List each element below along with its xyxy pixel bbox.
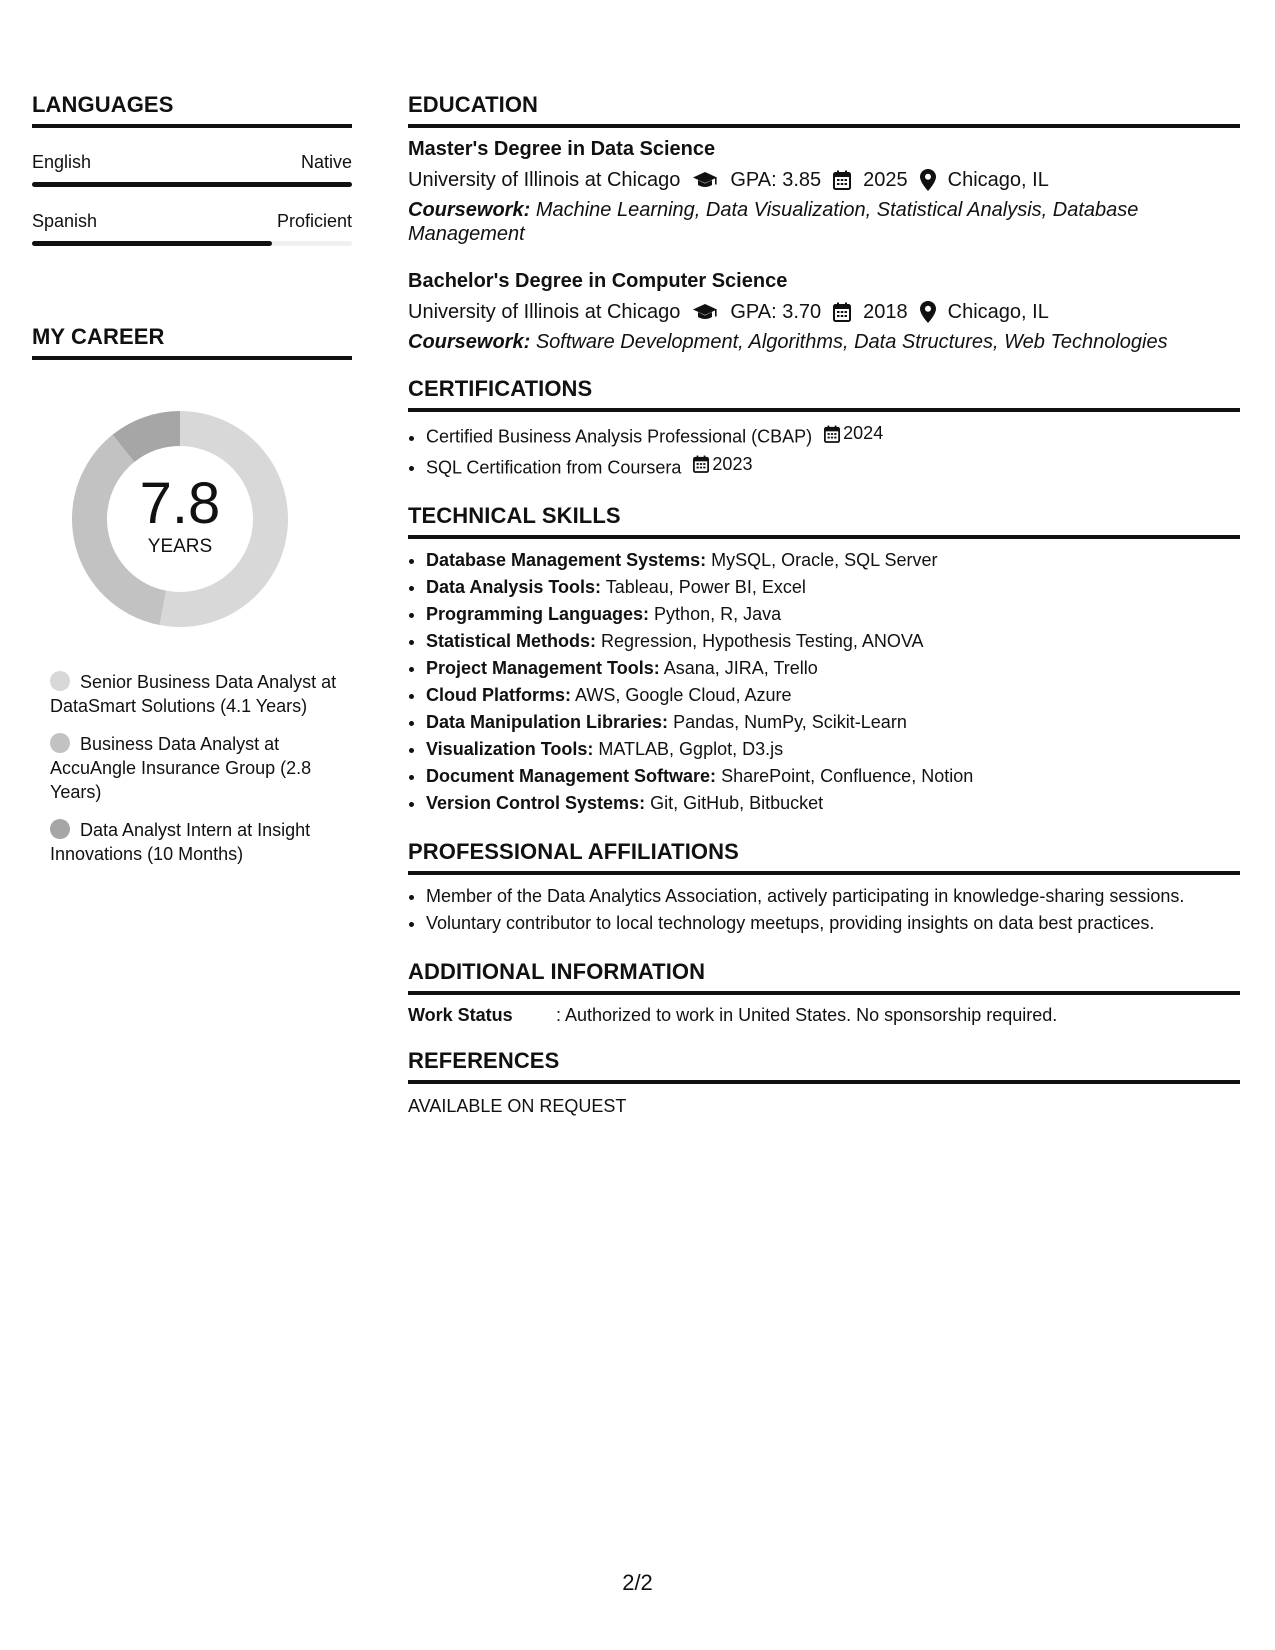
- skill-item: [426, 709, 1240, 736]
- graduation-year: 2025: [863, 169, 908, 191]
- certification-date: [693, 451, 752, 478]
- calendar-icon: [824, 425, 840, 443]
- career-total-unit: YEARS: [147, 536, 213, 557]
- languages-title: LANGUAGES: [32, 92, 352, 128]
- degree-title: Master's Degree in Data Science: [408, 138, 716, 160]
- language-name: English: [32, 152, 92, 172]
- school-name: University of Illinois at Chicago: [408, 169, 681, 191]
- skill-item: [426, 736, 1240, 763]
- right-column: [408, 92, 1240, 1117]
- education-entry: [408, 136, 1240, 246]
- language-row: [32, 152, 352, 173]
- career-section: [32, 324, 352, 866]
- skill-value: Pandas, NumPy, Scikit-Learn: [673, 712, 907, 732]
- affiliation-item: • Voluntary contributor to local technology meetups, providing insights on data best practices.: [426, 910, 1240, 937]
- skill-item: [426, 628, 1240, 655]
- career-total-years: 7.8: [139, 471, 221, 536]
- certifications-list: [408, 420, 1240, 481]
- education-meta: [408, 298, 1240, 326]
- map-pin-icon: [920, 301, 936, 323]
- education-entry: [408, 268, 1240, 354]
- skill-label: Cloud Platforms:: [426, 685, 572, 705]
- coursework-list: Software Development, Algorithms, Data Structures, Web Technologies: [535, 331, 1168, 353]
- donut-center: [65, 471, 295, 558]
- graduation-cap-icon: [692, 170, 718, 190]
- legend-dot-icon: [50, 733, 70, 753]
- work-status-value: : Authorized to work in United States. No sponsorship required.: [556, 1005, 1058, 1025]
- language-row: [32, 211, 352, 232]
- skill-item: [426, 655, 1240, 682]
- additional-info-section: [408, 959, 1240, 1026]
- career-legend-item: [50, 732, 340, 804]
- language-level: Proficient: [276, 211, 352, 231]
- skill-item: [426, 682, 1240, 709]
- coursework: [408, 330, 1240, 354]
- skill-value: Asana, JIRA, Trello: [663, 658, 818, 678]
- certification-year: 2023: [712, 453, 753, 474]
- coursework-label: Coursework:: [408, 199, 531, 221]
- calendar-icon: [693, 455, 709, 473]
- skills-title: TECHNICAL SKILLS: [408, 503, 1240, 539]
- work-status-row: [408, 1005, 1240, 1026]
- skill-item: [426, 601, 1240, 628]
- career-legend-label: Business Data Analyst at AccuAngle Insurance Group (2.8 Years): [50, 734, 312, 802]
- coursework-list: Machine Learning, Data Visualization, Statistical Analysis, Database Management: [408, 199, 1139, 245]
- skill-value: Regression, Hypothesis Testing, ANOVA: [601, 631, 924, 651]
- legend-dot-icon: [50, 671, 70, 691]
- career-legend-label: Data Analyst Intern at Insight Innovations (10 Months): [50, 820, 311, 864]
- affiliations-list: [408, 883, 1240, 937]
- gpa: GPA: 3.70: [730, 301, 822, 323]
- language-item: [32, 152, 352, 187]
- map-pin-icon: [920, 169, 936, 191]
- left-column: [32, 92, 352, 880]
- calendar-icon: [833, 302, 851, 322]
- skill-label: Programming Languages:: [426, 604, 650, 624]
- school-location: Chicago, IL: [947, 301, 1049, 323]
- graduation-year: 2018: [863, 301, 908, 323]
- coursework-label: Coursework:: [408, 331, 531, 353]
- skill-label: Statistical Methods:: [426, 631, 597, 651]
- coursework: [408, 198, 1240, 246]
- school-location: Chicago, IL: [947, 169, 1049, 191]
- skill-value: Tableau, Power BI, Excel: [605, 577, 806, 597]
- page-number: 2/2: [622, 1570, 653, 1595]
- language-level: Native: [300, 152, 352, 172]
- career-legend: [50, 670, 340, 866]
- affiliation-item: • Member of the Data Analytics Association, actively participating in knowledge-sharing sessions.: [426, 883, 1240, 910]
- language-bar-track: [32, 241, 352, 246]
- education-meta: [408, 166, 1240, 194]
- language-bar-fill: [32, 182, 352, 187]
- certification-item: [426, 451, 1240, 482]
- skill-value: Git, GitHub, Bitbucket: [650, 793, 824, 813]
- career-legend-item: [50, 818, 340, 866]
- language-bar-fill: [32, 241, 272, 246]
- degree-title: Bachelor's Degree in Computer Science: [408, 270, 788, 292]
- certification-year: 2024: [843, 423, 884, 443]
- certifications-title: CERTIFICATIONS: [408, 376, 1240, 412]
- skill-label: Data Manipulation Libraries:: [426, 712, 669, 732]
- language-name: Spanish: [32, 211, 98, 231]
- career-legend-label: Senior Business Data Analyst at DataSmart Solutions (4.1 Years): [50, 672, 337, 716]
- skill-value: AWS, Google Cloud, Azure: [575, 685, 792, 705]
- language-bar-track: [32, 182, 352, 187]
- references-section: [408, 1048, 1240, 1117]
- references-title: REFERENCES: [408, 1048, 1240, 1084]
- additional-info-title: ADDITIONAL INFORMATION: [408, 959, 1240, 995]
- skill-item: [426, 790, 1240, 817]
- affiliations-title: PROFESSIONAL AFFILIATIONS: [408, 839, 1240, 875]
- skill-label: Visualization Tools:: [426, 739, 594, 759]
- skill-label: Data Analysis Tools:: [426, 577, 602, 597]
- skills-section: [408, 503, 1240, 817]
- career-donut-chart: [65, 404, 295, 634]
- skill-item: [426, 763, 1240, 790]
- certification-item: [426, 420, 1240, 451]
- skill-label: Document Management Software:: [426, 766, 717, 786]
- certification-name: SQL Certification from Coursera: [426, 457, 682, 477]
- skill-value: MATLAB, Ggplot, D3.js: [598, 739, 784, 759]
- career-legend-item: [50, 670, 340, 718]
- affiliations-section: [408, 839, 1240, 937]
- skill-item: [426, 547, 1240, 574]
- legend-dot-icon: [50, 819, 70, 839]
- career-title: MY CAREER: [32, 324, 352, 360]
- work-status-label: Work Status: [408, 1005, 513, 1025]
- skill-label: Database Management Systems:: [426, 550, 707, 570]
- skill-value: SharePoint, Confluence, Notion: [721, 766, 974, 786]
- skill-value: Python, R, Java: [654, 604, 782, 624]
- education-title: EDUCATION: [408, 92, 1240, 128]
- skill-label: Project Management Tools:: [426, 658, 660, 678]
- certification-name: Certified Business Analysis Professional (CBAP): [426, 426, 813, 447]
- school-name: University of Illinois at Chicago: [408, 301, 681, 323]
- gpa: GPA: 3.85: [730, 169, 822, 191]
- references-text: AVAILABLE ON REQUEST: [408, 1096, 627, 1116]
- skills-list: [408, 547, 1240, 817]
- language-item: [32, 211, 352, 246]
- skill-label: Version Control Systems:: [426, 793, 646, 813]
- graduation-cap-icon: [692, 302, 718, 322]
- certification-date: [824, 420, 883, 447]
- certifications-section: [408, 376, 1240, 481]
- skill-value: MySQL, Oracle, SQL Server: [711, 550, 938, 570]
- calendar-icon: [833, 170, 851, 190]
- skill-item: [426, 574, 1240, 601]
